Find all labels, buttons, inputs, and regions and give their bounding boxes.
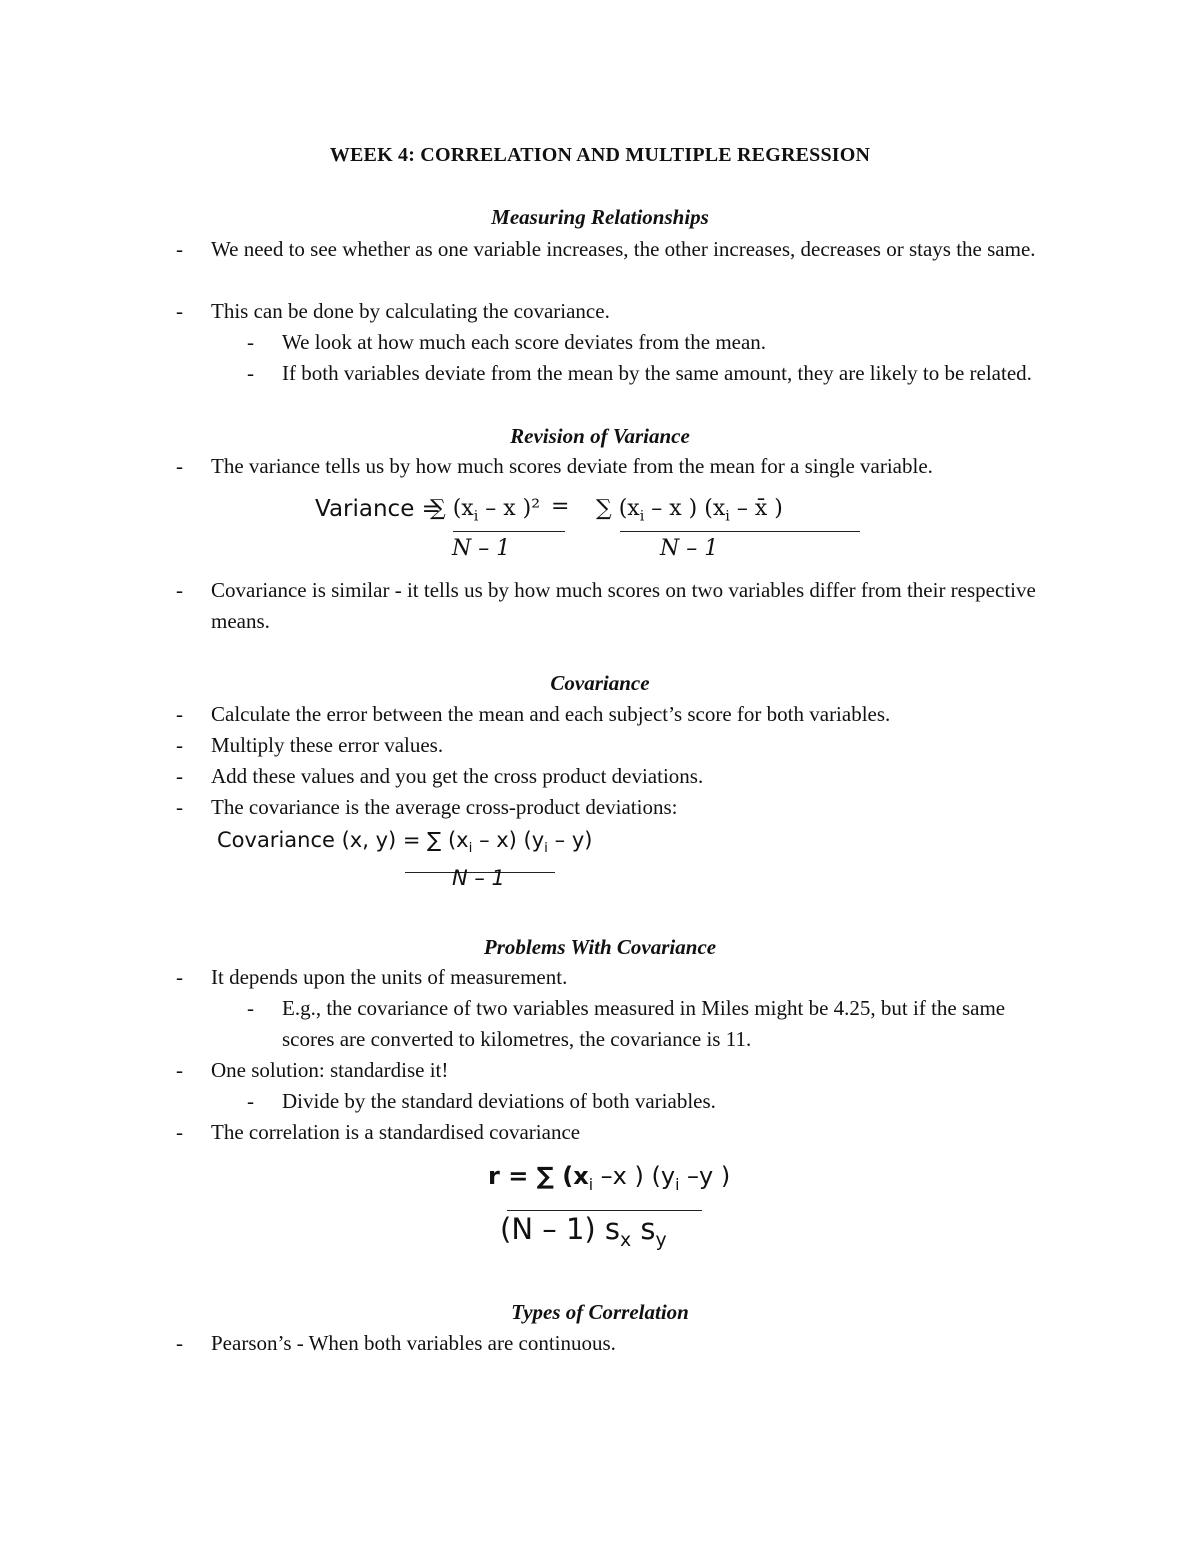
list-item: - The correlation is a standardised covariance — [176, 1120, 581, 1144]
fraction-bar — [620, 531, 860, 532]
fraction-bar — [507, 1210, 702, 1211]
list-item: - If both variables deviate from the mean by the same amount, they are likely to be related. — [247, 361, 1032, 385]
covariance-formula-denominator: N – 1 — [452, 866, 505, 890]
list-item: - The variance tells us by how much scores deviate from the mean for a single variable. — [176, 454, 933, 478]
section-heading-covariance: Covariance — [550, 671, 650, 695]
section-heading-variance: Revision of Variance — [510, 424, 690, 448]
variance-denominator-1: N – 1 — [452, 536, 511, 561]
section-heading-problems: Problems With Covariance — [483, 935, 717, 959]
list-item: - E.g., the covariance of two variables measured in Miles might be 4.25, but if the same scores are converted to kilometres, the covariance is 11. — [247, 996, 1006, 1051]
list-item: - Multiply these error values. — [176, 733, 444, 757]
section-heading-measuring: Measuring Relationships — [491, 205, 709, 229]
list-item: - One solution: standardise it! — [176, 1058, 449, 1082]
correlation-formula-numerator: r = ∑ ($x_i$ –x ) ($y_i$ –y ) — [488, 1162, 731, 1194]
list-item: - Add these values and you get the cross product deviations. — [176, 764, 704, 788]
variance-equals: = — [551, 494, 570, 519]
list-item: - Pearson’s - When both variables are continuous. — [176, 1331, 616, 1355]
section-heading-types: Types of Correlation — [511, 1300, 689, 1324]
variance-formula-numerator-2: ∑ ($x_i$ – x ) ($x_i$ – x̄ ) — [596, 496, 783, 525]
covariance-formula-numerator: Covariance (x, y) = ∑ $(x_i - x)$ $(y_i - y)$ — [217, 828, 593, 857]
fraction-bar — [453, 531, 565, 532]
list-item: - Divide by the standard deviations of both variables. — [247, 1089, 716, 1113]
page-title: WEEK 4: CORRELATION AND MULTIPLE REGRESSION — [329, 144, 871, 166]
list-item: - Calculate the error between the mean and each subject’s score for both variables. — [176, 702, 891, 726]
variance-formula-label: Variance = — [315, 496, 441, 522]
variance-denominator-2: N – 1 — [660, 536, 719, 561]
correlation-formula-denominator: (N – 1) $s_x$ $s_y$ — [500, 1212, 667, 1251]
list-item: - We need to see whether as one variable increases, the other increases, decreases or stays the same. — [176, 237, 1036, 261]
list-item: - It depends upon the units of measurement. — [176, 965, 568, 989]
list-item: - Covariance is similar - it tells us by how much scores on two variables differ from their respective means. — [176, 578, 1036, 633]
list-item: - This can be done by calculating the covariance. — [176, 299, 610, 323]
list-item: - We look at how much each score deviates from the mean. — [247, 330, 767, 354]
list-item: - The covariance is the average cross-product deviations: — [176, 795, 678, 819]
variance-formula-numerator-1: ∑ ($x_i$ – x )² — [430, 496, 541, 525]
